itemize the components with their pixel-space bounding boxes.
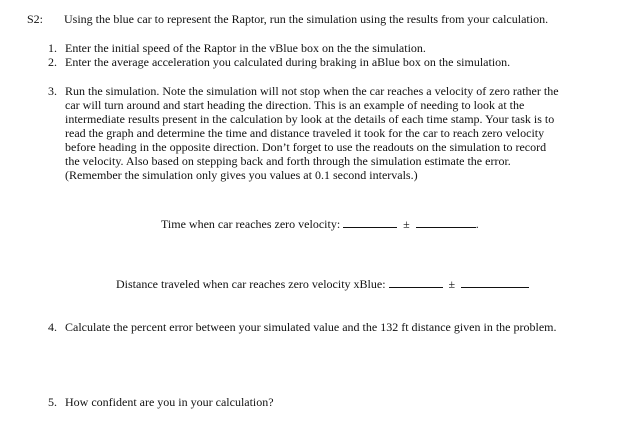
time-value-blank[interactable] [343, 216, 397, 228]
list-item-number: 3. [48, 84, 57, 98]
section-heading [27, 11, 548, 27]
paragraph-line: the velocity. Also based on stepping back and forth through the simulation estimate the error. [65, 154, 511, 168]
paragraph-line: intermediate results present in the calculation by look at the details of each time stamp. Your task is to [65, 112, 555, 126]
distance-value-blank[interactable] [389, 276, 443, 288]
paragraph-line: read the graph and determine the time and distance traveled it took for the car to reach zero velocity [65, 126, 545, 140]
list-item-text: Enter the initial speed of the Raptor in the vBlue box on the the simulation. [65, 41, 426, 55]
distance-error-blank[interactable] [461, 276, 529, 288]
list-item-text: How confident are you in your calculation? [65, 395, 274, 409]
list-item-paragraph [65, 84, 605, 182]
list-item-text: Enter the average acceleration you calculated during braking in aBlue box on the simulation. [65, 55, 511, 69]
time-answer-label: Time when car reaches zero velocity: [161, 217, 341, 231]
section-label: S2: [27, 12, 44, 26]
paragraph-line: before heading in the opposite direction. Don’t forget to use the readouts on the simulation to record [65, 140, 547, 154]
plus-minus-symbol: ± [403, 217, 410, 231]
distance-answer-row [116, 276, 529, 292]
distance-answer-label: Distance traveled when car reaches zero velocity xBlue: [116, 277, 386, 291]
list-item-number: 4. [48, 320, 57, 334]
list-item-text: Calculate the percent error between your simulated value and the 132 ft distance given in the problem. [65, 320, 557, 334]
time-error-blank[interactable] [416, 216, 476, 228]
section-instruction: Using the blue car to represent the Raptor, run the simulation using the results from your calculation. [64, 12, 549, 26]
list-item-number: 2. [48, 55, 57, 69]
plus-minus-symbol: ± [448, 277, 456, 291]
paragraph-line: Run the simulation. Note the simulation will not stop when the car reaches a velocity of zero rather the [65, 84, 559, 98]
time-answer-period: . [475, 217, 479, 231]
time-answer-row [161, 216, 479, 232]
list-item-number: 5. [48, 395, 57, 409]
list-item-number: 1. [48, 41, 57, 55]
paragraph-line: (Remember the simulation only gives you values at 0.1 second intervals.) [65, 168, 418, 182]
paragraph-line: car will turn around and start heading the direction. This is an example of needing to look at the [65, 98, 525, 112]
